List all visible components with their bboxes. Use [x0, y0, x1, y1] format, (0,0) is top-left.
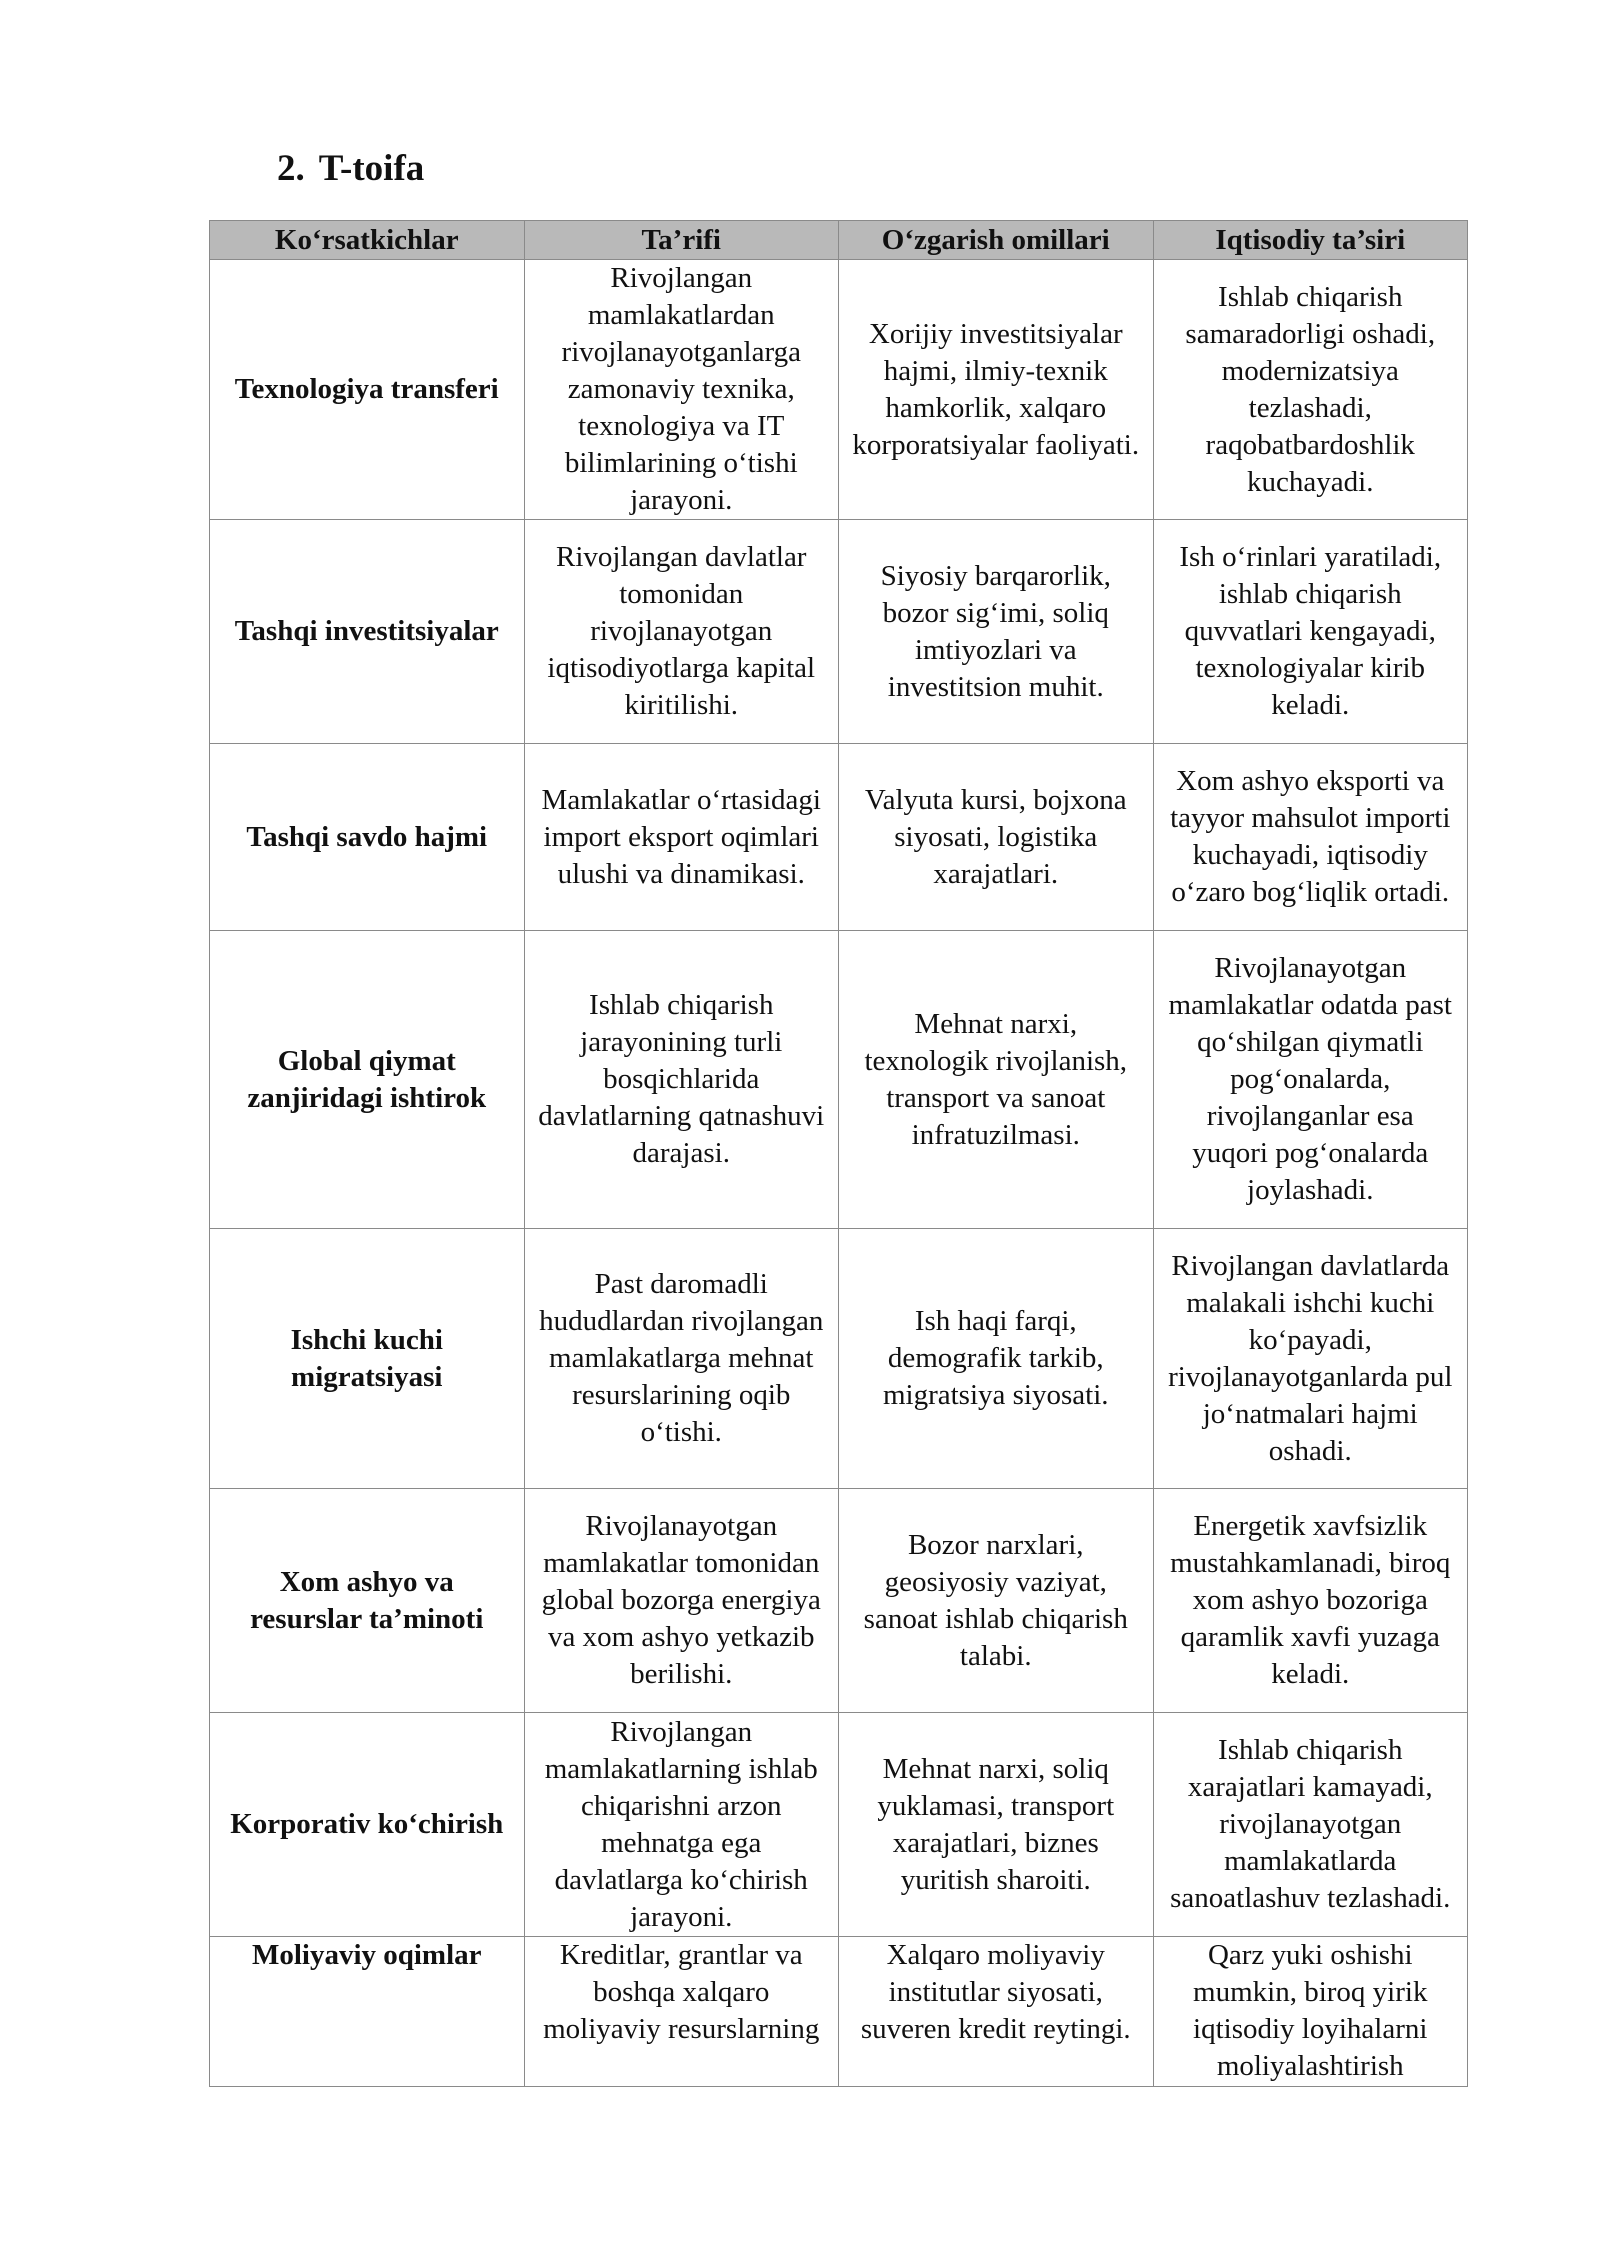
table-row: [210, 520, 1468, 744]
section-number: 2.: [277, 148, 305, 189]
definition-cell: Past daromadli hududlardan rivojlangan mamlakatlarga mehnat resurslarining oqib o‘tishi.: [524, 1229, 839, 1489]
impact-cell: Ishlab chiqarish samaradorligi oshadi, modernizatsiya tezlashadi, raqobatbardoshlik kuchayadi.: [1153, 260, 1468, 520]
table-row: [210, 1937, 1468, 2087]
definition-cell: Rivojlangan mamlakatlardan rivojlanayotganlarga zamonaviy texnika, texnologiya va IT bilimlarining o‘tishi jarayoni.: [524, 260, 839, 520]
table-row: [210, 1713, 1468, 1937]
indicator-cell: Global qiymat zanjiridagi ishtirok: [210, 931, 525, 1229]
indicator-cell: Tashqi investitsiyalar: [210, 520, 525, 744]
header-indicators: Ko‘rsatkichlar: [210, 221, 525, 260]
indicator-cell: Korporativ ko‘chirish: [210, 1713, 525, 1937]
indicator-cell: Xom ashyo va resurslar ta’minoti: [210, 1489, 525, 1713]
impact-cell: Energetik xavfsizlik mustahkamlanadi, biroq xom ashyo bozoriga qaramlik xavfi yuzaga keladi.: [1153, 1489, 1468, 1713]
indicators-table: [209, 220, 1468, 2087]
impact-cell: Rivojlangan davlatlarda malakali ishchi kuchi ko‘payadi, rivojlanayotganlarda pul jo‘natmalari hajmi oshadi.: [1153, 1229, 1468, 1489]
section-heading: [277, 150, 424, 187]
factors-cell: Mehnat narxi, soliq yuklamasi, transport xarajatlari, biznes yuritish sharoiti.: [839, 1713, 1154, 1937]
factors-cell: Ish haqi farqi, demografik tarkib, migratsiya siyosati.: [839, 1229, 1154, 1489]
header-definition: Ta’rifi: [524, 221, 839, 260]
impact-cell: Qarz yuki oshishi mumkin, biroq yirik iqtisodiy loyihalarni moliyalashtirish: [1153, 1937, 1468, 2087]
factors-cell: Siyosiy barqarorlik, bozor sig‘imi, soliq imtiyozlari va investitsion muhit.: [839, 520, 1154, 744]
factors-cell: Xorijiy investitsiyalar hajmi, ilmiy-texnik hamkorlik, xalqaro korporatsiyalar faoliyati.: [839, 260, 1154, 520]
indicator-cell: Ishchi kuchi migratsiyasi: [210, 1229, 525, 1489]
impact-cell: Xom ashyo eksporti va tayyor mahsulot importi kuchayadi, iqtisodiy o‘zaro bog‘liqlik ortadi.: [1153, 744, 1468, 931]
section-title: T-toifa: [318, 148, 425, 189]
definition-cell: Mamlakatlar o‘rtasidagi import eksport oqimlari ulushi va dinamikasi.: [524, 744, 839, 931]
impact-cell: Ishlab chiqarish xarajatlari kamayadi, rivojlanayotgan mamlakatlarda sanoatlashuv tezlashadi.: [1153, 1713, 1468, 1937]
table-header-row: [210, 221, 1468, 260]
impact-cell: Ish o‘rinlari yaratiladi, ishlab chiqarish quvvatlari kengayadi, texnologiyalar kirib keladi.: [1153, 520, 1468, 744]
definition-cell: Ishlab chiqarish jarayonining turli bosqichlarida davlatlarning qatnashuvi darajasi.: [524, 931, 839, 1229]
impact-cell: Rivojlanayotgan mamlakatlar odatda past qo‘shilgan qiymatli pog‘onalarda, rivojlanganlar esa yuqori pog‘onalarda joylashadi.: [1153, 931, 1468, 1229]
factors-cell: Xalqaro moliyaviy institutlar siyosati, suveren kredit reytingi.: [839, 1937, 1154, 2087]
factors-cell: Valyuta kursi, bojxona siyosati, logistika xarajatlari.: [839, 744, 1154, 931]
definition-cell: Rivojlanayotgan mamlakatlar tomonidan global bozorga energiya va xom ashyo yetkazib berilishi.: [524, 1489, 839, 1713]
table-row: [210, 1229, 1468, 1489]
indicator-cell: Texnologiya transferi: [210, 260, 525, 520]
header-impact: Iqtisodiy ta’siri: [1153, 221, 1468, 260]
factors-cell: Bozor narxlari, geosiyosiy vaziyat, sanoat ishlab chiqarish talabi.: [839, 1489, 1154, 1713]
factors-cell: Mehnat narxi, texnologik rivojlanish, transport va sanoat infratuzilmasi.: [839, 931, 1154, 1229]
indicator-cell: Moliyaviy oqimlar: [210, 1937, 525, 2087]
definition-cell: Rivojlangan mamlakatlarning ishlab chiqarishni arzon mehnatga ega davlatlarga ko‘chirish jarayoni.: [524, 1713, 839, 1937]
indicator-cell: Tashqi savdo hajmi: [210, 744, 525, 931]
definition-cell: Kreditlar, grantlar va boshqa xalqaro moliyaviy resurslarning: [524, 1937, 839, 2087]
header-factors: O‘zgarish omillari: [839, 221, 1154, 260]
table-row: [210, 744, 1468, 931]
table-row: [210, 931, 1468, 1229]
table-row: [210, 1489, 1468, 1713]
table-row: [210, 260, 1468, 520]
definition-cell: Rivojlangan davlatlar tomonidan rivojlanayotgan iqtisodiyotlarga kapital kiritilishi.: [524, 520, 839, 744]
